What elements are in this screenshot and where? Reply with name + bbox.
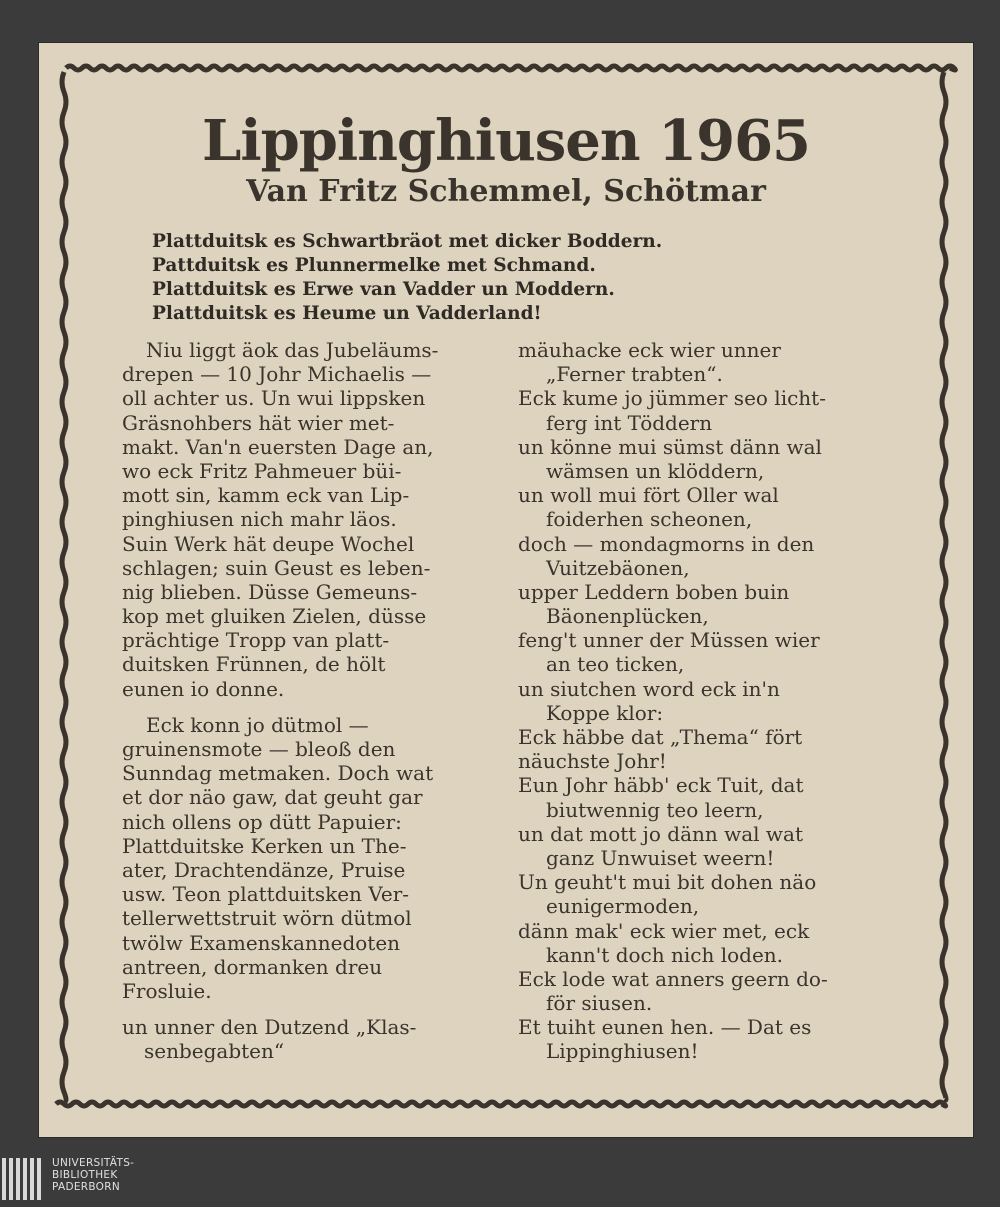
text-line: ganz Unwuiset weern! [546, 845, 775, 870]
logo-line: PADERBORN [52, 1181, 120, 1193]
text-line: kop met gluiken Zielen, düsse [122, 604, 427, 629]
text-line: gruinensmote — bleoß den [122, 737, 396, 761]
text-line: Frosluie. [122, 978, 212, 1003]
text-line: upper Leddern boben buin [518, 579, 790, 604]
text-line: Et tuiht eunen hen. — Dat es [518, 1015, 812, 1040]
logo-line: UNIVERSITÄTS- [52, 1157, 135, 1169]
text-line: Niu liggt äok das Jubeläums- [146, 338, 439, 362]
text-line: wo eck Fritz Pahmeuer büi- [122, 458, 402, 483]
text-line: Plattduitske Kerken un The- [122, 833, 407, 858]
text-line: un siutchen word eck in'n [518, 676, 780, 701]
text-line: Un geuht't mui bit dohen näo [518, 870, 817, 895]
text-line: Eck lode wat anners geern do- [518, 966, 828, 991]
newspaper-clipping [38, 42, 974, 1138]
text-line: näuchste Johr! [518, 749, 667, 774]
text-line: makt. Van'n euersten Dage an, [122, 434, 434, 459]
text-line: nig blieben. Düsse Gemeuns- [122, 579, 418, 604]
text-line: un woll mui fört Oller wal [518, 483, 779, 508]
text-line: antreen, dormanken dreu [122, 954, 383, 979]
text-line: för siusen. [546, 991, 653, 1016]
article-title: Lippinghiusen 1965 [201, 108, 811, 174]
text-line: mäuhacke eck wier unner [518, 338, 781, 362]
text-line: Lippinghiusen! [546, 1039, 699, 1064]
text-line: ater, Drachtendänze, Pruise [122, 857, 406, 882]
text-line: tellerwettstruit wörn dütmol [122, 906, 412, 931]
text-line: Vuitzebäonen, [546, 555, 690, 580]
text-line: un könne mui sümst dänn wal [518, 434, 822, 459]
text-line: mott sin, kamm eck van Lip- [122, 483, 410, 508]
text-line: Koppe klor: [546, 700, 664, 725]
text-line: senbegabten“ [144, 1039, 285, 1064]
paragraph-gap [122, 701, 487, 713]
article-byline: Van Fritz Schemmel, Schötmar [246, 174, 766, 209]
text-line: doch — mondagmorns in den [518, 531, 815, 556]
motto-verse [152, 230, 852, 326]
motto-line: Plattduitsk es Erwe van Vadder un Moddern. [152, 279, 615, 300]
text-line: ferg int Töddern [546, 410, 713, 435]
motto-line: Plattduitsk es Schwartbräot met dicker Boddern. [152, 231, 663, 252]
text-line: Eck konn jo dütmol — [146, 712, 369, 737]
text-line: oll achter us. Un wui lippsken [122, 386, 426, 411]
text-line: Bäonenplücken, [546, 604, 709, 629]
text-line: eunigermoden, [546, 894, 700, 919]
right-text-column [518, 338, 883, 1064]
text-line: kann't doch nich loden. [546, 942, 784, 967]
text-line: un unner den Dutzend „Klas- [122, 1015, 417, 1040]
text-line: nich ollens op dütt Papuier: [122, 809, 402, 834]
text-line: un dat mott jo dänn wal wat [518, 821, 803, 846]
text-line: wämsen un klöddern, [546, 458, 765, 483]
text-line: twölw Examenskannedoten [122, 930, 401, 955]
text-line: schlagen; suin Geust es leben- [122, 555, 431, 580]
text-line: prächtige Tropp van platt- [122, 628, 390, 653]
text-line: Eun Johr häbb' eck Tuit, dat [518, 773, 804, 798]
text-line: et dor näo gaw, dat geuht gar [122, 785, 423, 810]
text-line: Suin Werk hät deupe Wochel [122, 531, 415, 556]
text-line: pinghiusen nich mahr läos. [122, 507, 397, 532]
motto-line: Plattduitsk es Heume un Vadderland! [152, 303, 542, 324]
text-line: feng't unner der Müssen wier [518, 628, 820, 653]
text-line: eunen io donne. [122, 676, 285, 701]
text-line: biutwennig teo leern, [546, 797, 764, 822]
paragraph-gap [122, 1003, 487, 1015]
motto-line: Pattduitsk es Plunnermelke met Schmand. [152, 255, 596, 276]
logo-text [52, 1157, 134, 1193]
logo-bars-icon [2, 1158, 44, 1204]
text-line: duitsken Frünnen, de hölt [122, 652, 386, 677]
logo-line: BIBLIOTHEK [52, 1169, 118, 1181]
text-line: usw. Teon plattduitsken Ver- [122, 882, 410, 907]
text-line: foiderhen scheonen, [546, 507, 753, 532]
text-line: drepen — 10 Johr Michaelis — [122, 362, 432, 387]
text-line: Eck kume jo jümmer seo licht- [518, 386, 826, 411]
library-logo [0, 1152, 200, 1207]
text-line: Gräsnohbers hät wier met- [122, 410, 395, 435]
text-line: „Ferner trabten“. [546, 362, 723, 387]
text-line: Sunndag metmaken. Doch wat [122, 761, 434, 786]
left-text-column [122, 338, 487, 1063]
text-line: dänn mak' eck wier met, eck [518, 918, 810, 943]
text-line: an teo ticken, [546, 652, 685, 677]
text-line: Eck häbbe dat „Thema“ fört [518, 725, 803, 749]
